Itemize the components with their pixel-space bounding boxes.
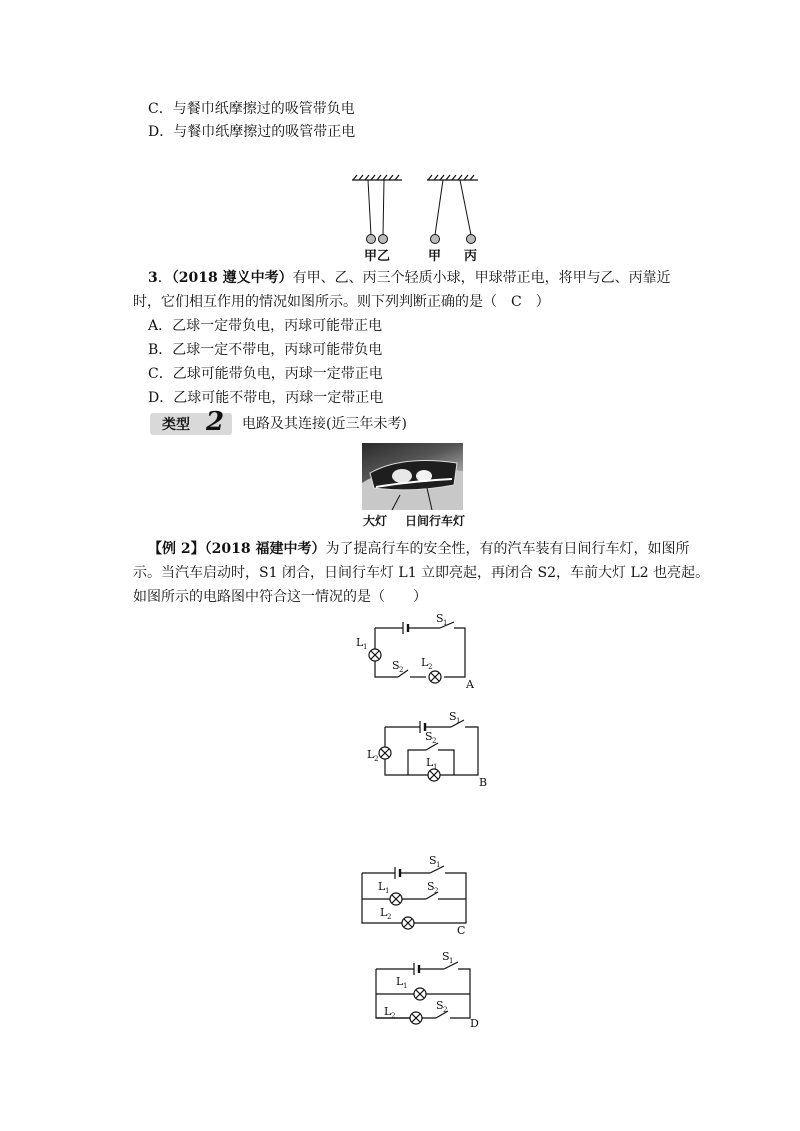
label-s1-sub-d: 1 [449, 957, 454, 965]
label-l2-c: L [380, 906, 388, 919]
label-s2-a: S [392, 659, 400, 672]
q3-stem-2: 时，它们相互作用的情况如图所示。则下列判断正确的是（ C ） [133, 294, 550, 310]
circuit-b [350, 705, 500, 790]
label-s2-b: S [425, 730, 433, 743]
label-l2-a: L [421, 656, 429, 669]
label-s2-sub-a: 2 [399, 666, 404, 674]
car-headlight-drawing [362, 443, 463, 510]
option-label-d: D [470, 1017, 479, 1030]
car-headlight-photo [362, 443, 463, 510]
example2-text-1: 为了提高行车的安全性，有的汽车装有日间行车灯，如图所 [325, 541, 690, 557]
hanging-balls-figure [345, 175, 505, 265]
label-s2-sub-c: 2 [434, 887, 439, 895]
ball-yi [379, 235, 388, 244]
type-badge [150, 407, 232, 437]
example2-head: 【例 2】 [148, 541, 205, 557]
label-l2-sub-d: 2 [391, 1012, 396, 1020]
type-badge-label: 类型 [162, 417, 190, 433]
label-l1-b: L [426, 756, 434, 769]
label-l1-c: L [378, 880, 386, 893]
q2-option-c: C．与餐巾纸摩擦过的吸管带负电 [148, 101, 355, 117]
q3-source: （2018 遵义中考） [171, 270, 293, 286]
label-s2-sub-b: 2 [432, 737, 437, 745]
label-s1-c: S [429, 854, 437, 867]
label-l2-sub-b: 2 [374, 755, 379, 763]
q3-stem-1: 有甲、乙、丙三个轻质小球，甲球带正电，将甲与乙、丙靠近 [292, 270, 671, 286]
example2-source: （2018 福建中考） [204, 541, 326, 557]
label-bing: 丙 [464, 249, 478, 264]
example2-line-3: 如图所示的电路图中符合这一情况的是（ ） [133, 589, 427, 605]
threads [368, 180, 471, 235]
label-l1-sub-a: 1 [363, 643, 368, 651]
label-l2-b: L [367, 748, 375, 761]
type2-title: 电路及其连接(近三年未考) [242, 416, 407, 432]
q3-line-1: 3．（2018 遵义中考）有甲、乙、丙三个轻质小球，甲球带正电，将甲与乙、丙靠近 [148, 270, 671, 286]
label-l1-sub-c: 1 [385, 887, 390, 895]
example2-line-2: 示。当汽车启动时，S1 闭合，日间行车灯 L1 立即亮起，再闭合 S2，车前大灯 L2 也亮起。 [133, 565, 710, 581]
label-l2-sub-c: 2 [387, 913, 392, 921]
ball-bing [467, 235, 476, 244]
label-l1-sub-b: 1 [433, 763, 438, 771]
circuit-c [350, 850, 490, 935]
q3-option-b: B．乙球一定不带电，丙球可能带负电 [148, 342, 383, 358]
label-s1-d: S [442, 950, 450, 963]
option-label-c: C [457, 924, 466, 937]
q2-option-d: D．与餐巾纸摩擦过的吸管带正电 [148, 124, 356, 140]
circuit-a [350, 612, 490, 692]
label-l2-d: L [384, 1005, 392, 1018]
label-jia-left: 甲 [364, 249, 378, 264]
label-s1-sub-a: 1 [443, 619, 448, 627]
label-yi: 乙 [377, 249, 391, 264]
label-s1-sub-b: 1 [456, 717, 461, 725]
label-s2-sub-d: 2 [443, 1006, 448, 1014]
label-jia-right: 甲 [428, 249, 442, 264]
left-ceiling [352, 175, 402, 180]
label-s1-b: S [449, 710, 457, 723]
label-s1-a: S [436, 612, 444, 625]
label-l1-sub-d: 1 [403, 982, 408, 990]
option-label-a: A [466, 678, 474, 691]
type-badge-number: 2 [206, 407, 225, 437]
balls [367, 235, 476, 244]
ball-jia-right [431, 235, 440, 244]
label-l2-sub-a: 2 [428, 663, 433, 671]
label-s1-sub-c: 1 [436, 861, 441, 869]
q3-option-c: C．乙球可能带负电，丙球一定带正电 [148, 366, 383, 382]
example2-line-1 [148, 539, 689, 559]
circuit-d [362, 945, 502, 1030]
label-s2-c: S [427, 880, 435, 893]
label-big-light: 大灯 [363, 514, 388, 528]
label-day-light: 日间行车灯 [405, 514, 466, 528]
right-ceiling [427, 175, 478, 180]
ball-jia-left [367, 235, 376, 244]
label-s2-d: S [436, 999, 444, 1012]
option-label-b: B [479, 776, 488, 789]
label-l1-d: L [396, 975, 404, 988]
q3-number: 3 [148, 270, 158, 286]
label-l1-a: L [356, 636, 364, 649]
q3-option-a: A．乙球一定带负电，丙球可能带正电 [148, 318, 383, 334]
q3-option-d: D．乙球可能不带电，丙球一定带正电 [148, 390, 384, 406]
